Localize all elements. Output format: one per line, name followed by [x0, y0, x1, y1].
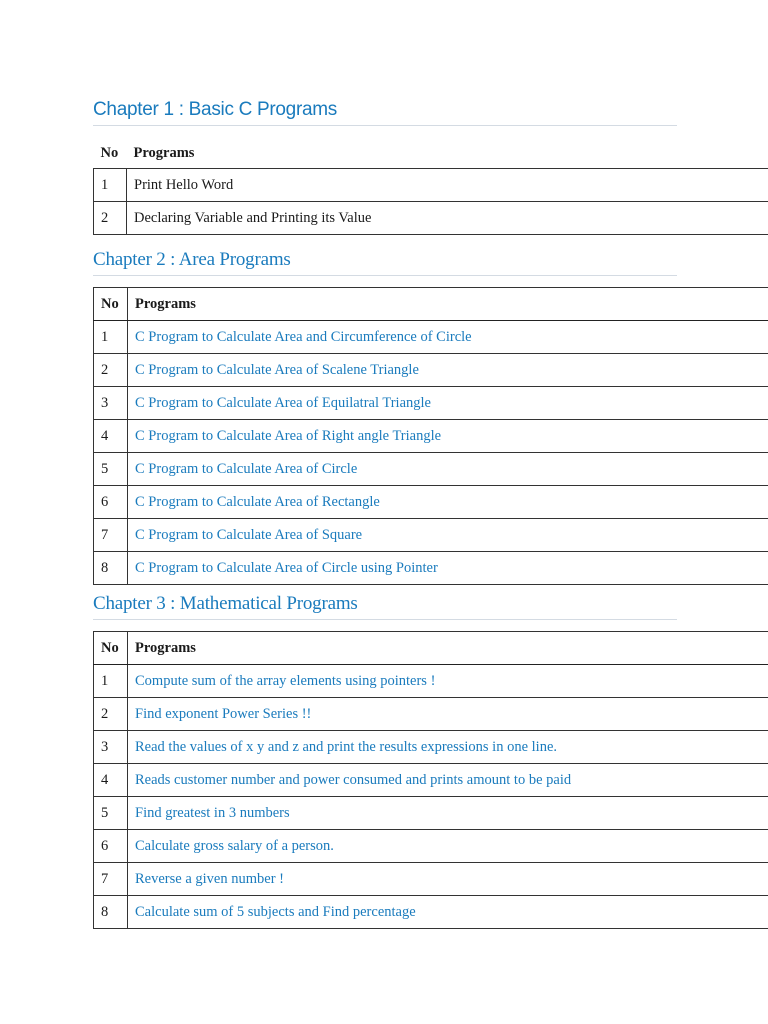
row-no: 1 [94, 169, 127, 202]
header-programs: Programs [133, 144, 195, 161]
row-no: 7 [94, 863, 128, 896]
row-no: 2 [94, 698, 128, 731]
table-header-row [94, 288, 768, 321]
program-link[interactable]: C Program to Calculate Area of Square [135, 526, 363, 543]
program-link[interactable]: C Program to Calculate Area and Circumference of Circle [135, 328, 472, 345]
table-row [94, 354, 768, 387]
table-row [94, 665, 768, 698]
table-row [94, 731, 768, 764]
chapter-3-table [93, 631, 768, 929]
header-no: No [94, 288, 128, 321]
table-row [94, 764, 768, 797]
row-no: 1 [94, 321, 128, 354]
table-header-row [94, 632, 768, 665]
chapter-2-table [93, 287, 768, 585]
chapter-2-title: Chapter 2 : Area Programs [93, 249, 677, 276]
table-row [94, 797, 768, 830]
table-row [94, 169, 768, 202]
program-link[interactable]: Reads customer number and power consumed and prints amount to be paid [135, 771, 572, 788]
row-no: 3 [94, 387, 128, 420]
program-link[interactable]: C Program to Calculate Area of Right angle Triangle [135, 427, 442, 444]
row-no: 5 [94, 797, 128, 830]
program-link[interactable]: Read the values of x y and z and print the results expressions in one line. [135, 738, 558, 755]
table-row [94, 896, 768, 929]
table-header-row [94, 138, 768, 169]
program-link[interactable]: C Program to Calculate Area of Circle [135, 460, 358, 477]
row-no: 8 [94, 896, 128, 929]
table-row [94, 863, 768, 896]
chapter-1-title: Chapter 1 : Basic C Programs [93, 99, 677, 126]
row-no: 4 [94, 764, 128, 797]
header-programs: Programs [128, 288, 768, 321]
table-row [94, 698, 768, 731]
row-no: 7 [94, 519, 128, 552]
row-program: Declaring Variable and Printing its Value [127, 202, 768, 235]
row-no: 6 [94, 486, 128, 519]
program-link[interactable]: Calculate gross salary of a person. [135, 837, 334, 854]
program-link[interactable]: C Program to Calculate Area of Equilatral Triangle [135, 394, 431, 411]
header-programs: Programs [128, 632, 768, 665]
table-row [94, 420, 768, 453]
program-link[interactable]: C Program to Calculate Area of Scalene Triangle [135, 361, 419, 378]
table-row [94, 519, 768, 552]
table-row [94, 453, 768, 486]
row-no: 4 [94, 420, 128, 453]
header-no: No [100, 144, 119, 161]
row-no: 5 [94, 453, 128, 486]
chapter-1-table [93, 138, 768, 235]
row-program: Print Hello Word [127, 169, 768, 202]
program-link[interactable]: Calculate sum of 5 subjects and Find percentage [135, 903, 416, 920]
program-link[interactable]: Reverse a given number ! [135, 870, 284, 887]
table-row [94, 321, 768, 354]
table-row [94, 552, 768, 585]
row-no: 1 [94, 665, 128, 698]
table-row [94, 830, 768, 863]
row-no: 3 [94, 731, 128, 764]
row-no: 2 [94, 202, 127, 235]
program-link[interactable]: Find exponent Power Series !! [135, 705, 312, 722]
table-row [94, 202, 768, 235]
table-row [94, 387, 768, 420]
program-link[interactable]: C Program to Calculate Area of Rectangle [135, 493, 380, 510]
chapter-3-title: Chapter 3 : Mathematical Programs [93, 593, 677, 620]
row-no: 2 [94, 354, 128, 387]
header-no: No [94, 632, 128, 665]
row-no: 8 [94, 552, 128, 585]
program-link[interactable]: Find greatest in 3 numbers [135, 804, 290, 821]
program-link[interactable]: Compute sum of the array elements using pointers ! [135, 672, 436, 689]
row-no: 6 [94, 830, 128, 863]
table-row [94, 486, 768, 519]
program-link[interactable]: C Program to Calculate Area of Circle using Pointer [135, 559, 438, 576]
